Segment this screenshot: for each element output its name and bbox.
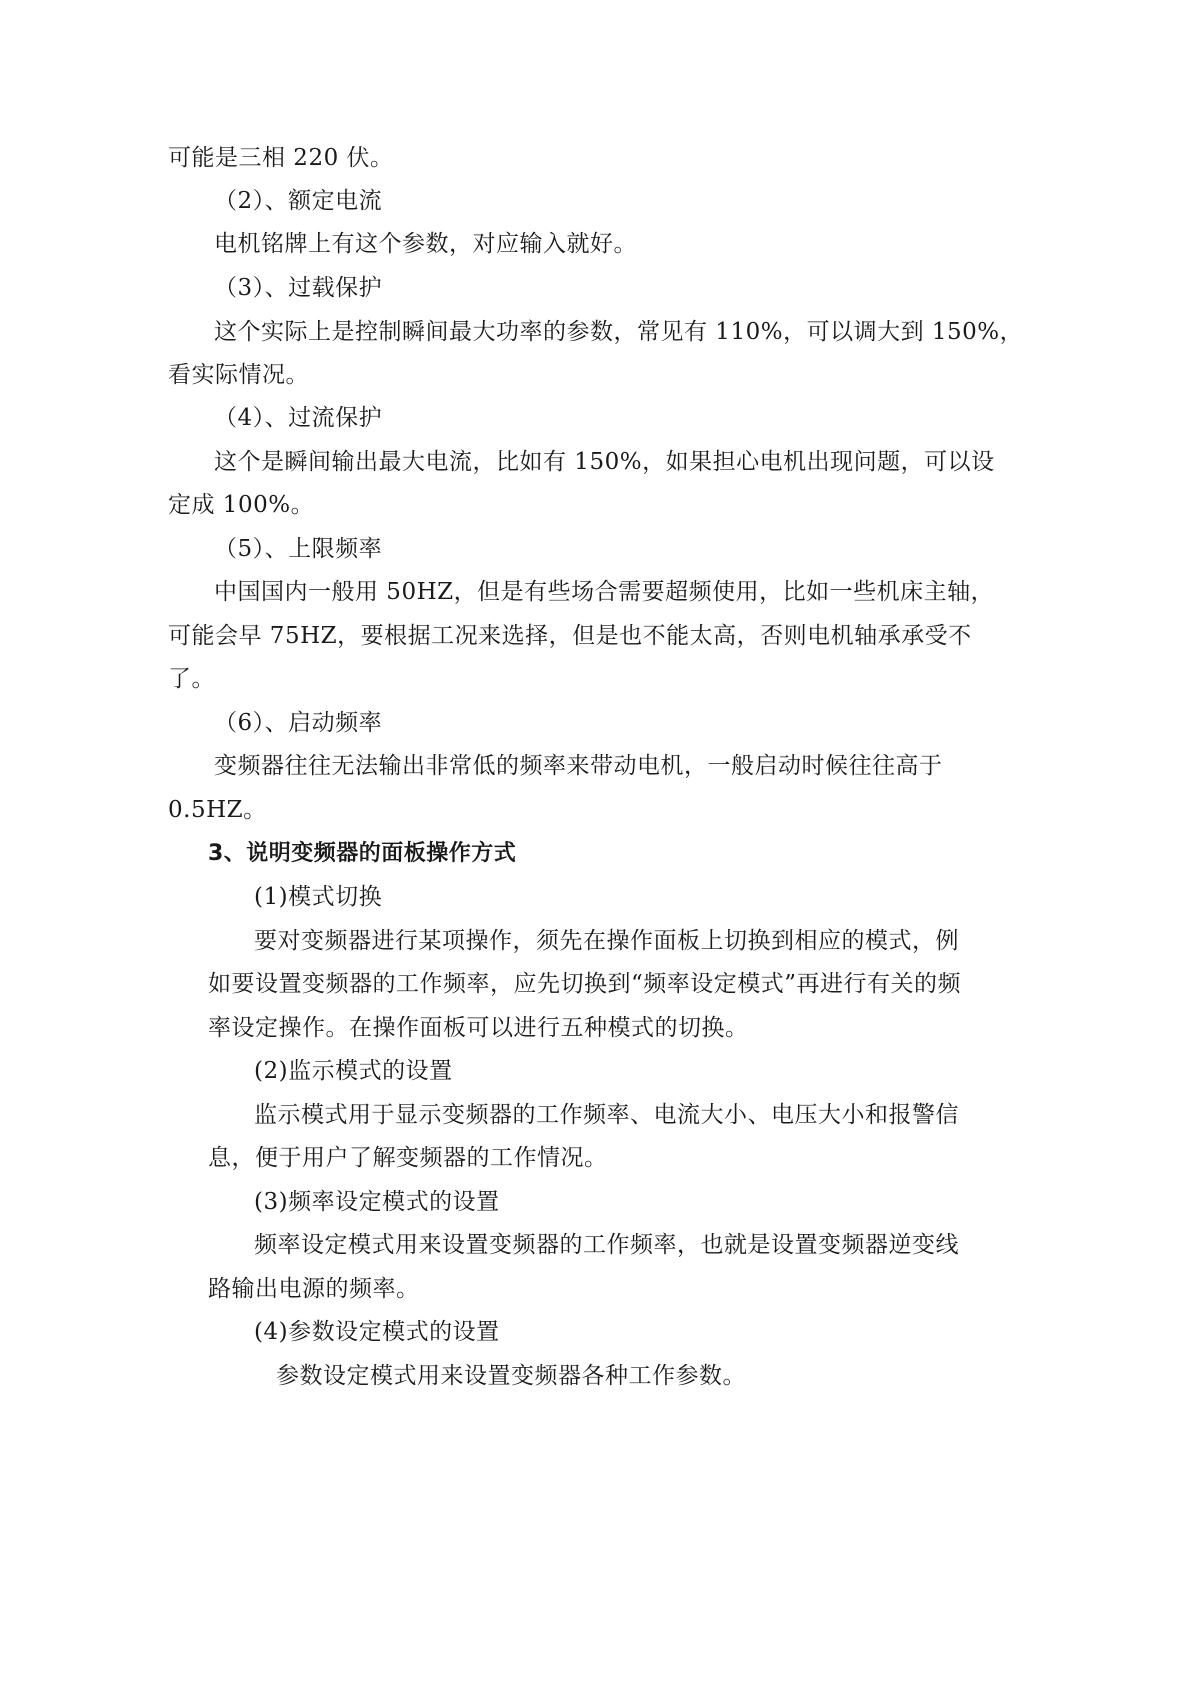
text-line: 如要设置变频器的工作频率，应先切换到“频率设定模式”再进行有关的频 — [208, 971, 962, 997]
text-line: 频率设定模式用来设置变频器的工作频率，也就是设置变频器逆变线 — [254, 1232, 959, 1258]
text-line: 这个是瞬间输出最大电流，比如有 150%，如果担心电机出现问题，可以设 — [214, 449, 995, 475]
text-line: 看实际情况。 — [168, 362, 309, 388]
subsection-heading: （5）、上限频率 — [214, 536, 383, 562]
text-line: 了。 — [168, 666, 215, 692]
text-line: 参数设定模式用来设置变频器各种工作参数。 — [276, 1363, 746, 1389]
text-line: 中国国内一般用 50HZ，但是有些场合需要超频使用，比如一些机床主轴， — [214, 579, 995, 605]
section-heading: 3、说明变频器的面板操作方式 — [208, 841, 517, 866]
subsection-heading: (3)频率设定模式的设置 — [254, 1189, 500, 1215]
text-line: 路输出电源的频率。 — [208, 1276, 420, 1302]
subsection-heading: (4)参数设定模式的设置 — [254, 1319, 500, 1345]
text-line: 率设定操作。在操作面板可以进行五种模式的切换。 — [208, 1015, 749, 1041]
text-line: 变频器往往无法输出非常低的频率来带动电机，一般启动时候往往高于 — [214, 753, 943, 779]
subsection-heading: （2）、额定电流 — [214, 188, 383, 214]
subsection-heading: （4）、过流保护 — [214, 405, 383, 431]
text-line: 息，便于用户了解变频器的工作情况。 — [208, 1145, 608, 1171]
text-line: 0.5HZ。 — [168, 797, 267, 823]
subsection-heading: （6）、启动频率 — [214, 710, 383, 736]
text-line: 可能会早 75HZ，要根据工况来选择，但是也不能太高，否则电机轴承承受不 — [168, 623, 972, 649]
subsection-heading: (1)模式切换 — [254, 884, 383, 910]
subsection-heading: (2)监示模式的设置 — [254, 1058, 453, 1084]
text-line: 监示模式用于显示变频器的工作频率、电流大小、电压大小和报警信 — [254, 1102, 959, 1128]
subsection-heading: （3）、过载保护 — [214, 275, 383, 301]
text-line: 电机铭牌上有这个参数，对应输入就好。 — [214, 231, 637, 257]
text-line: 要对变频器进行某项操作，须先在操作面板上切换到相应的模式，例 — [254, 928, 959, 954]
text-line: 这个实际上是控制瞬间最大功率的参数，常见有 110%，可以调大到 150%， — [214, 319, 1024, 345]
text-line: 定成 100%。 — [168, 492, 315, 518]
text-line: 可能是三相 220 伏。 — [168, 145, 394, 171]
